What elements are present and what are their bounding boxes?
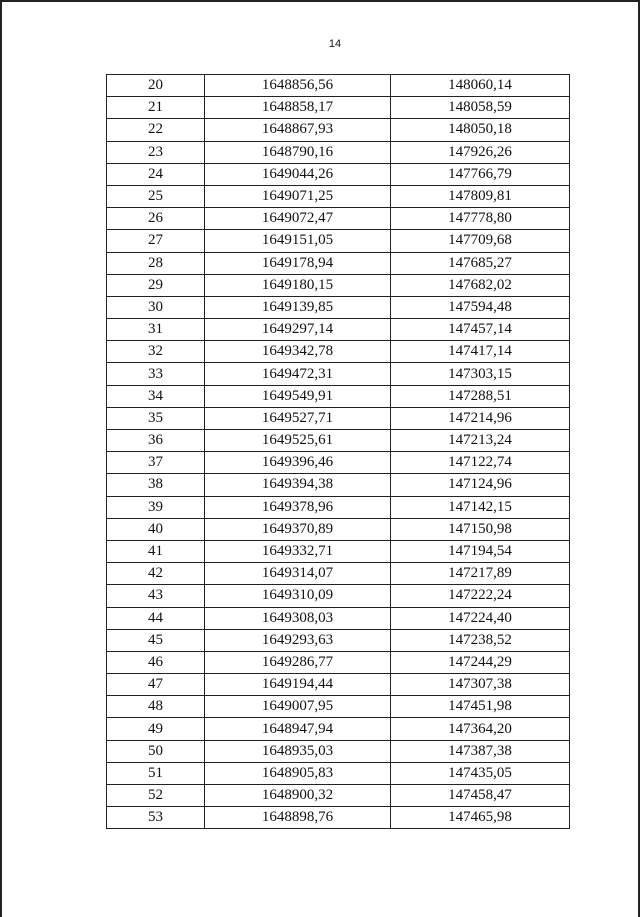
table-row [107,363,570,385]
point-number-cell: 49 [107,718,205,740]
point-number-cell: 22 [107,119,205,141]
x-coordinate-cell: 1648867,93 [205,119,391,141]
y-coordinate-cell: 147244,29 [391,651,570,673]
y-coordinate-cell: 147124,96 [391,474,570,496]
x-coordinate-cell: 1649549,91 [205,385,391,407]
table-row [107,230,570,252]
y-coordinate-cell: 147213,24 [391,430,570,452]
point-number-cell: 41 [107,540,205,562]
y-coordinate-cell: 147682,02 [391,274,570,296]
y-coordinate-cell: 147222,24 [391,585,570,607]
point-number-cell: 27 [107,230,205,252]
y-coordinate-cell: 148058,59 [391,97,570,119]
table-row [107,651,570,673]
table-row [107,629,570,651]
point-number-cell: 36 [107,430,205,452]
y-coordinate-cell: 147458,47 [391,785,570,807]
x-coordinate-cell: 1649394,38 [205,474,391,496]
y-coordinate-cell: 147435,05 [391,762,570,784]
y-coordinate-cell: 147926,26 [391,141,570,163]
y-coordinate-cell: 147387,38 [391,740,570,762]
table-row [107,141,570,163]
point-number-cell: 32 [107,341,205,363]
x-coordinate-cell: 1649297,14 [205,319,391,341]
y-coordinate-cell: 147465,98 [391,807,570,829]
x-coordinate-cell: 1649378,96 [205,496,391,518]
point-number-cell: 52 [107,785,205,807]
point-number-cell: 50 [107,740,205,762]
table-row [107,518,570,540]
x-coordinate-cell: 1649396,46 [205,452,391,474]
point-number-cell: 21 [107,97,205,119]
x-coordinate-cell: 1649472,31 [205,363,391,385]
x-coordinate-cell: 1649342,78 [205,341,391,363]
table-row [107,319,570,341]
y-coordinate-cell: 147194,54 [391,540,570,562]
y-coordinate-cell: 147594,48 [391,296,570,318]
x-coordinate-cell: 1648947,94 [205,718,391,740]
table-row [107,185,570,207]
table-row [107,296,570,318]
x-coordinate-cell: 1649180,15 [205,274,391,296]
point-number-cell: 29 [107,274,205,296]
point-number-cell: 45 [107,629,205,651]
y-coordinate-cell: 147307,38 [391,674,570,696]
y-coordinate-cell: 147150,98 [391,518,570,540]
coordinates-table-body [107,75,570,829]
table-row [107,607,570,629]
point-number-cell: 28 [107,252,205,274]
x-coordinate-cell: 1649071,25 [205,185,391,207]
table-row [107,540,570,562]
y-coordinate-cell: 147238,52 [391,629,570,651]
y-coordinate-cell: 147214,96 [391,407,570,429]
y-coordinate-cell: 147122,74 [391,452,570,474]
table-row [107,718,570,740]
y-coordinate-cell: 147778,80 [391,208,570,230]
x-coordinate-cell: 1648898,76 [205,807,391,829]
point-number-cell: 23 [107,141,205,163]
table-row [107,696,570,718]
table-row [107,252,570,274]
table-row [107,75,570,97]
x-coordinate-cell: 1649139,85 [205,296,391,318]
table-row [107,585,570,607]
y-coordinate-cell: 147457,14 [391,319,570,341]
x-coordinate-cell: 1648858,17 [205,97,391,119]
x-coordinate-cell: 1649286,77 [205,651,391,673]
point-number-cell: 26 [107,208,205,230]
table-row [107,674,570,696]
point-number-cell: 53 [107,807,205,829]
x-coordinate-cell: 1649332,71 [205,540,391,562]
point-number-cell: 38 [107,474,205,496]
point-number-cell: 20 [107,75,205,97]
y-coordinate-cell: 147303,15 [391,363,570,385]
point-number-cell: 30 [107,296,205,318]
x-coordinate-cell: 1648900,32 [205,785,391,807]
table-row [107,163,570,185]
x-coordinate-cell: 1648790,16 [205,141,391,163]
table-row [107,274,570,296]
table-row [107,385,570,407]
y-coordinate-cell: 147417,14 [391,341,570,363]
point-number-cell: 24 [107,163,205,185]
table-row [107,430,570,452]
table-row [107,807,570,829]
y-coordinate-cell: 147364,20 [391,718,570,740]
coordinates-table [106,74,570,829]
table-row [107,762,570,784]
y-coordinate-cell: 147217,89 [391,563,570,585]
x-coordinate-cell: 1649314,07 [205,563,391,585]
y-coordinate-cell: 147451,98 [391,696,570,718]
point-number-cell: 39 [107,496,205,518]
x-coordinate-cell: 1649194,44 [205,674,391,696]
y-coordinate-cell: 147766,79 [391,163,570,185]
table-row [107,407,570,429]
point-number-cell: 51 [107,762,205,784]
point-number-cell: 47 [107,674,205,696]
y-coordinate-cell: 147685,27 [391,252,570,274]
point-number-cell: 44 [107,607,205,629]
y-coordinate-cell: 147709,68 [391,230,570,252]
x-coordinate-cell: 1649044,26 [205,163,391,185]
point-number-cell: 37 [107,452,205,474]
y-coordinate-cell: 147288,51 [391,385,570,407]
point-number-cell: 46 [107,651,205,673]
y-coordinate-cell: 147809,81 [391,185,570,207]
x-coordinate-cell: 1649072,47 [205,208,391,230]
table-row [107,119,570,141]
point-number-cell: 35 [107,407,205,429]
page-number: 14 [328,38,342,50]
y-coordinate-cell: 147224,40 [391,607,570,629]
x-coordinate-cell: 1649178,94 [205,252,391,274]
point-number-cell: 42 [107,563,205,585]
point-number-cell: 33 [107,363,205,385]
table-row [107,452,570,474]
point-number-cell: 31 [107,319,205,341]
y-coordinate-cell: 148060,14 [391,75,570,97]
point-number-cell: 48 [107,696,205,718]
table-row [107,97,570,119]
table-row [107,496,570,518]
table-row [107,785,570,807]
x-coordinate-cell: 1648905,83 [205,762,391,784]
x-coordinate-cell: 1649310,09 [205,585,391,607]
point-number-cell: 40 [107,518,205,540]
point-number-cell: 43 [107,585,205,607]
x-coordinate-cell: 1649151,05 [205,230,391,252]
table-row [107,208,570,230]
table-row [107,474,570,496]
x-coordinate-cell: 1649370,89 [205,518,391,540]
point-number-cell: 34 [107,385,205,407]
point-number-cell: 25 [107,185,205,207]
x-coordinate-cell: 1649525,61 [205,430,391,452]
x-coordinate-cell: 1648856,56 [205,75,391,97]
page-border-left [0,0,2,917]
table-row [107,740,570,762]
x-coordinate-cell: 1648935,03 [205,740,391,762]
x-coordinate-cell: 1649308,03 [205,607,391,629]
x-coordinate-cell: 1649293,63 [205,629,391,651]
page-border-top [0,0,640,2]
y-coordinate-cell: 148050,18 [391,119,570,141]
y-coordinate-cell: 147142,15 [391,496,570,518]
x-coordinate-cell: 1649527,71 [205,407,391,429]
table-row [107,563,570,585]
x-coordinate-cell: 1649007,95 [205,696,391,718]
table-row [107,341,570,363]
